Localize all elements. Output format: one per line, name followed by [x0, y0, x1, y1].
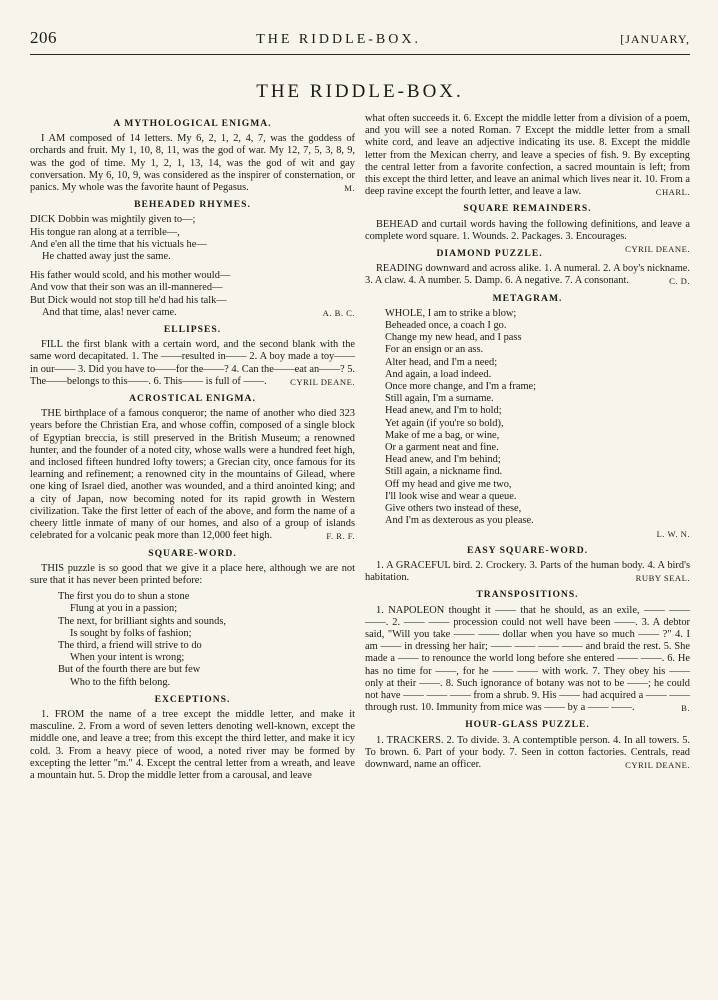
- two-column-body: [30, 113, 690, 782]
- section-title-ellipses: ELLIPSES.: [163, 324, 222, 336]
- easy-square-word-text: 1. A GRACEFUL bird. 2. Crockery. 3. Parts of the human body. 4. A bird's habitation. RUBY SEAL.: [365, 559, 690, 584]
- verse-line: Flung at you in a passion;: [70, 603, 178, 615]
- verse-line: And again, a load indeed.: [385, 368, 492, 380]
- section-title-mythological-enigma: A MYTHOLOGICAL ENIGMA.: [113, 118, 272, 129]
- verse-line: Alter head, and I'm a need;: [385, 356, 498, 368]
- mythological-enigma-signature: M.: [344, 183, 355, 194]
- verse-line: Is sought by folks of fashion;: [70, 627, 192, 639]
- verse-line: Give others two instead of these,: [385, 503, 522, 515]
- section-title-square-word: SQUARE-WORD.: [148, 547, 237, 559]
- right-column: [365, 113, 690, 782]
- verse-line: Or a garment neat and fine.: [385, 442, 499, 454]
- page-title: THE RIDDLE-BOX.: [256, 81, 464, 102]
- acrostical-enigma-text: THE birthplace of a famous conqueror; the name of another who died 323 years before the Christian Era, and whose coffin, composed of a single block of Egyptian breccia, is still preserved in the British Museum; a renowned hunter, and the founder of a noted city, whose walls were a hundred feet high, and inclosed fifteen hundred lofty towers; a Grecian city, once famous for its learning and refinement; a renowned city in the mountains of Gilead, where one king of Israel died, another was wounded, and a third anointed king; and a city of Japan, now becoming noted for its rapid growth in Western civilization. Take the first letter of each of the above, and form the name of a cheery little inmate of many of our homes, and also of a group of islands celebrated for a volcanic peak more than 12,000 feet high. F. R. F.: [30, 408, 355, 542]
- verse-line: His father would scold, and his mother would—: [30, 270, 231, 282]
- verse-line: WHOLE, I am to strike a blow;: [385, 307, 517, 319]
- page: [30, 28, 690, 990]
- verse-line: Who to the fifth belong.: [70, 676, 171, 688]
- ellipses-signature: CYRIL DEANE.: [290, 376, 355, 387]
- verse-line: Head anew, and I'm to hold;: [385, 405, 502, 417]
- exceptions-signature: CHARL.: [655, 187, 690, 198]
- verse-line: Yet again (if you're so bold),: [385, 417, 504, 429]
- verse-line: But of the fourth there are but few: [58, 664, 201, 676]
- verse-line: And vow that their son was an ill-mannered—: [30, 282, 223, 294]
- beheaded-rhymes-stanza-2: [30, 270, 355, 319]
- acrostical-enigma-signature: F. R. F.: [326, 531, 355, 542]
- transpositions-signature: B.: [681, 703, 690, 714]
- verse-line: He chatted away just the same.: [42, 251, 171, 263]
- hour-glass-puzzle-text: 1. TRACKERS. 2. To divide. 3. A contemptible person. 4. In all towers. 5. To brown. 6. Part of your body. 7. Seen in cotton factories. Centrals, read downward, name an officer. CYRIL DEANE.: [365, 734, 690, 770]
- verse-line: I'll look wise and wear a queue.: [385, 490, 517, 502]
- diamond-puzzle-signature: C. D.: [669, 276, 690, 287]
- verse-line: And that time, alas! never came. A. B. C.: [42, 306, 355, 318]
- verse-line: Still again, I'm a surname.: [385, 393, 494, 405]
- section-title-metagram: METAGRAM.: [492, 292, 563, 304]
- square-word-intro: THIS puzzle is so good that we give it a place here, although we are not sure that it has never been printed before:: [30, 562, 355, 586]
- square-remainders-signature: CYRIL DEANE.: [625, 244, 690, 255]
- section-title-hour-glass-puzzle: HOUR-GLASS PUZZLE.: [465, 719, 590, 731]
- verse-line: His tongue ran along at a terrible—,: [30, 226, 180, 238]
- metagram-signature: L. W. N.: [656, 528, 690, 539]
- easy-square-word-signature: RUBY SEAL.: [635, 573, 690, 584]
- verse-line: And I'm as dexterous as you please.: [385, 515, 534, 527]
- verse-line: DICK Dobbin was mightily given to—;: [30, 214, 196, 226]
- verse-line: The next, for brilliant sights and sounds,: [58, 615, 226, 627]
- mythological-enigma-text: I AM composed of 14 letters. My 6, 2, 1, 2, 4, 7, was the goddess of orchards and fruit. My 1, 10, 8, 11, was the god of war. My 12, 7, 5, 3, 8, 9, was the god of time. My 1, 2, 1, 13, 14, was the god of wit and gay conversation. My 6, 10, 9, was considered as the inspirer of consternation, or panics. My whole was the favorite haunt of Pegasus. M.: [30, 133, 355, 194]
- square-remainders-text: BEHEAD and curtail words having the following definitions, and leave a complete word square. 1. Wounds. 2. Packages. 3. Encourages. CYRIL DEANE.: [365, 218, 690, 255]
- verse-line: Head anew, and I'm behind;: [385, 454, 501, 466]
- verse-line: Beheaded once, a coach I go.: [385, 320, 507, 332]
- verse-line: Off my head and give me two,: [385, 478, 512, 490]
- metagram-verse: [365, 308, 690, 528]
- diamond-puzzle-text: READING downward and across alike. 1. A numeral. 2. A boy's nickname. 3. A claw. 4. A number. 5. Damp. 6. A negative. 7. A consonant. C. D.: [365, 263, 690, 287]
- exceptions-continued-text: what often succeeds it. 6. Except the middle letter from a division of a poem, and you will see a noted Roman. 7 Except the middle letter from a small white cord, and leave an adjective indicating its use. 8. Except the middle letter from the Mexican cherry, and leave a species of fish. 9. By excepting the central letter from a favorite confection, a sacred mountain is left; from this except the third letter, and leave an animal which lives near it. 10. From a deep ravine except the fourth letter, and leave a law. CHARL.: [365, 113, 690, 198]
- transpositions-text: 1. NAPOLEON thought it —— that he should, as an exile, —— —— ——. 2. —— —— procession could not well have been ——. 3. A debtor said, "Will you take —— —— dollar when you have so much —— ?" 4. I am —— in dressing her hair; —— —— —— —— and braid the rest. 5. She made a —— to renounce the world long before she entered —— ——. 6. He has no time for ——, for he —— —— with work. 7. They obey his —— only at their ——. 8. Such ignorance of botany was not to be ——; he could not have —— —— —— from a shrub. 9. His —— had acquired a —— —— through rust. 10. Immunity from mice was —— by a —— ——. B.: [365, 604, 690, 714]
- exceptions-text: 1. FROM the name of a tree except the middle letter, and make it masculine. 2. From a word of seven letters denoting well-known, except the middle one, and leave a tree; from this except the third letter, and make it icy cold. 3. From a heavy piece of wood, a noted river may be formed by excepting the letter "m." 4. Except the central letter from a wreath, and leave a mountain hut. 5. Drop the middle letter from a carousal, and leave: [30, 708, 355, 781]
- verse-line: When your intent is wrong;: [70, 652, 185, 664]
- verse-line: Once more change, and I'm a frame;: [385, 381, 537, 393]
- section-title-exceptions: EXCEPTIONS.: [154, 693, 231, 705]
- hour-glass-puzzle-signature: CYRIL DEANE.: [625, 759, 690, 770]
- verse-line: The first you do to shun a stone: [58, 591, 190, 603]
- running-month: [JANUARY,: [620, 32, 690, 46]
- verse-line: And e'en all the time that his victuals he—: [30, 238, 207, 250]
- running-header: [30, 28, 690, 50]
- verse-line: Still again, a nickname find.: [385, 466, 503, 478]
- running-title: THE RIDDLE-BOX.: [256, 32, 421, 47]
- verse-line: But Dick would not stop till he'd had his talk—: [30, 294, 227, 306]
- verse-line: For an ensign or an ass.: [385, 344, 484, 356]
- section-title-beheaded-rhymes: BEHEADED RHYMES.: [134, 199, 251, 211]
- page-number: 206: [30, 28, 57, 47]
- beheaded-rhymes-stanza-1: [30, 214, 355, 263]
- verse-line: Make of me a bag, or wine,: [385, 429, 500, 441]
- verse-line: The third, a friend will strive to do: [58, 639, 202, 651]
- section-title-diamond-puzzle: DIAMOND PUZZLE.: [436, 248, 543, 260]
- section-title-acrostical-enigma: ACROSTICAL ENIGMA.: [129, 393, 256, 405]
- section-title-transpositions: TRANSPOSITIONS.: [476, 589, 579, 601]
- square-word-verse: [30, 591, 355, 689]
- left-column: [30, 113, 355, 782]
- verse-line: Change my new head, and I pass: [385, 332, 522, 344]
- section-title-square-remainders: SQUARE REMAINDERS.: [463, 203, 592, 215]
- header-rule: [30, 54, 690, 55]
- beheaded-rhymes-signature: A. B. C.: [322, 307, 355, 318]
- section-title-easy-square-word: EASY SQUARE-WORD.: [466, 544, 589, 556]
- ellipses-text: FILL the first blank with a certain word, and the second blank with the same word decapitated. 1. The ——resulted in—— 2. A boy made a toy——in our—— 3. Did you have to——for the——? 4. Can the——eat an——? 5. The——belongs to this——. 6. This—— is full of ——. CYRIL DEANE.: [30, 339, 355, 387]
